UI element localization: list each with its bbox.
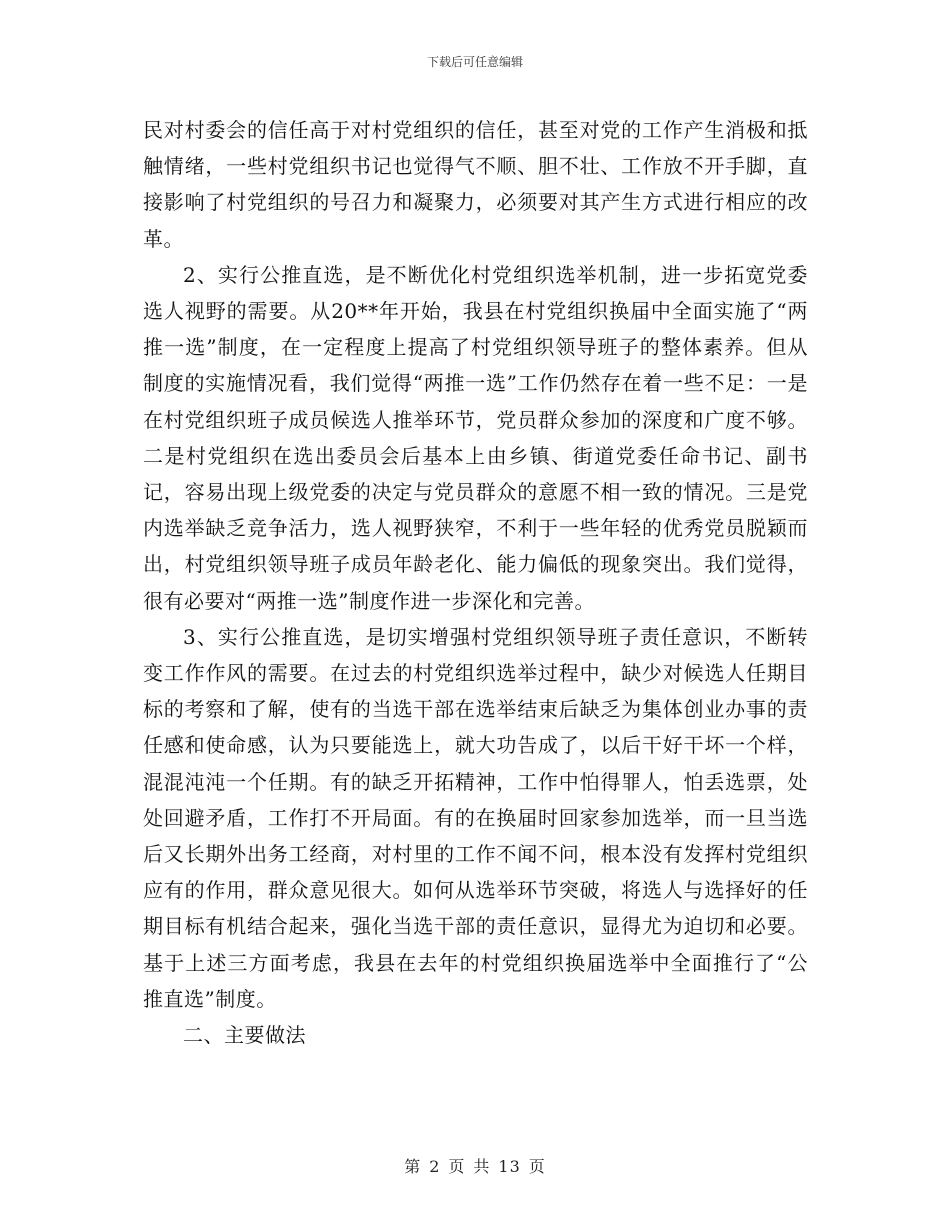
footer-page-prefix: 第 (404, 1157, 422, 1176)
footer-total-suffix: 页 (528, 1157, 546, 1176)
footer-total-prefix: 共 (473, 1157, 491, 1176)
paragraph-item-3: 3、实行公推直选，是切实增强村党组织领导班子责任意识，不断转变工作作风的需要。在过去的村党组织选举过程中，缺少对候选人任期目标的考察和了解，使有的当选干部在选举结束后缺乏为集体创业办事的责任感和使命感，认为只要能选上，就大功告成了，以后干好干坏一个样，混混沌沌一个任期。有的缺乏开拓精神，工作中怕得罪人，怕丢选票，处处回避矛盾，工作打不开局面。有的在换届时回家参加选举，而一旦当选后又长期外出务工经商，对村里的工作不闻不问，根本没有发挥村党组织应有的作用，群众意见很大。如何从选举环节突破，将选人与选择好的任期目标有机结合起来，强化当选干部的责任意识，显得尤为迫切和必要。基于上述三方面考虑，我县在去年的村党组织换届选举中全面推行了“公推直选”制度。 (143, 624, 808, 1011)
footer-page-word: 页 (448, 1157, 466, 1176)
page-footer (0, 1154, 950, 1177)
document-body (143, 112, 808, 1053)
footer-current-page: 2 (429, 1157, 441, 1176)
paragraph-item-2: 2、实行公推直选，是不断优化村党组织选举机制，进一步拓宽党委选人视野的需要。从20**年开始，我县在村党组织换届中全面实施了“两推一选”制度，在一定程度上提高了村党组织领导班子的整体素养。但从制度的实施情况看，我们觉得“两推一选”工作仍然存在着一些不足：一是在村党组织班子成员候选人推举环节，党员群众参加的深度和广度不够。二是村党组织在选出委员会后基本上由乡镇、街道党委任命书记、副书记，容易出现上级党委的决定与党员群众的意愿不相一致的情况。三是党内选举缺乏竞争活力，选人视野狭窄，不利于一些年轻的优秀党员脱颖而出，村党组织领导班子成员年龄老化、能力偏低的现象突出。我们觉得，很有必要对“两推一选”制度作进一步深化和完善。 (143, 262, 808, 613)
paragraph-continuation: 民对村委会的信任高于对村党组织的信任，甚至对党的工作产生消极和抵触情绪，一些村党组织书记也觉得气不顺、胆不壮、工作放不开手脚，直接影响了村党组织的号召力和凝聚力，必须要对其产生方式进行相应的改革。 (143, 118, 808, 251)
page-header: 下载后可任意编辑 (426, 55, 523, 69)
footer-total-pages: 13 (498, 1157, 521, 1176)
section-heading: 二、主要做法 (183, 1023, 306, 1048)
